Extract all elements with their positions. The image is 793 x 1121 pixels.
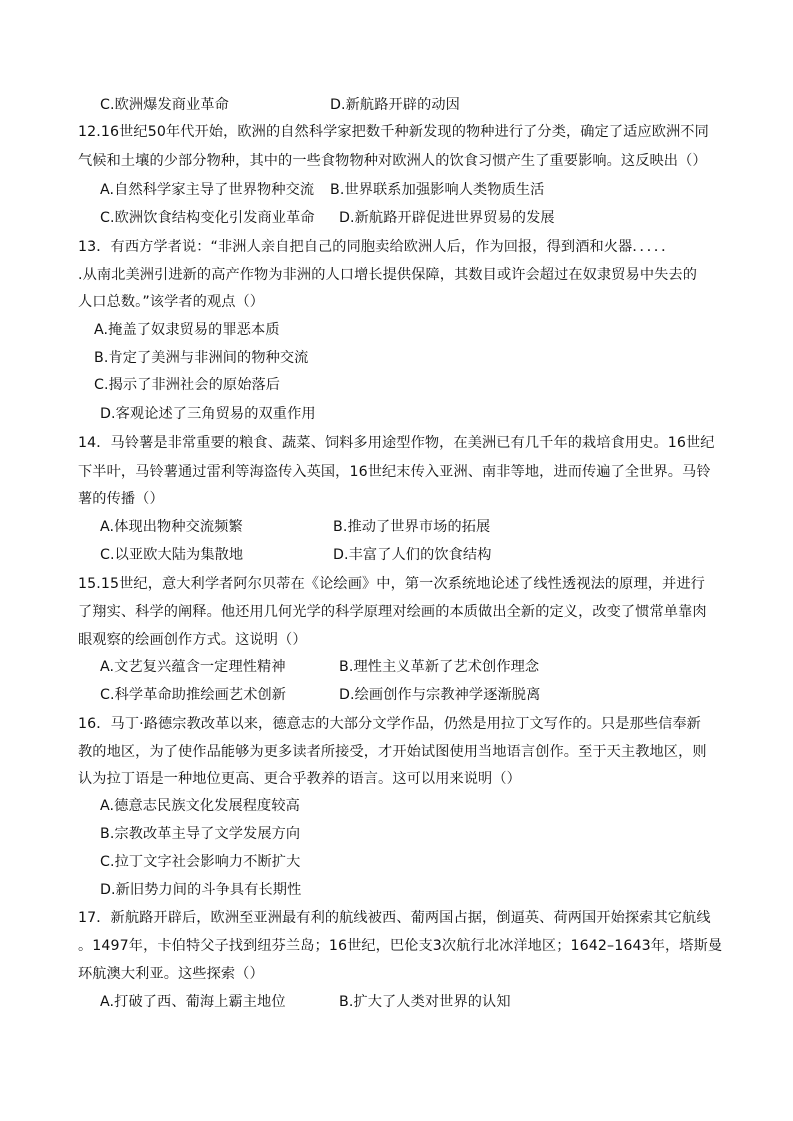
q14-stem-line3: 薯的传播（） [78, 491, 164, 507]
q17-stem-line2: 。1497年，卡伯特父子找到纽芬兰岛；16世纪，巴伦支3次航行北冰洋地区；1642–1643年，塔斯曼 [78, 938, 723, 954]
q13-option-c: C.揭示了非洲社会的原始落后 [94, 377, 281, 393]
q12-option-d: D.新航路开辟促进世界贸易的发展 [339, 210, 555, 226]
q15-option-a: A.文艺复兴蕴含一定理性精神 [100, 659, 286, 675]
q16-stem-line2: 教的地区，为了使作品能够为更多读者所接受，才开始试图使用当地语言创作。至于天主教地区，则 [78, 744, 707, 760]
q16-option-d: D.新旧势力间的斗争具有长期性 [100, 882, 302, 898]
q13-stem-line2: .从南北美洲引进新的高产作物为非洲的人口增长提供保障，其数目或许会超过在奴隶贸易中失去的 [78, 267, 697, 283]
q17-stem-line1: 17．新航路开辟后，欧洲至亚洲最有利的航线被西、葡两国占据，倒逼英、荷两国开始探索其它航线 [78, 910, 711, 926]
q14-option-d: D.丰富了人们的饮食结构 [333, 547, 492, 563]
q15-stem-line2: 了翔实、科学的阐释。他还用几何光学的科学原理对绘画的本质做出全新的定义，改变了惯常单靠肉 [78, 604, 707, 620]
q13-stem-line1: 13．有西方学者说：“非洲人亲自把自己的同胞卖给欧洲人后，作为回报，得到酒和火器．．．．． [78, 239, 676, 255]
q14-option-b: B.推动了世界市场的拓展 [333, 519, 491, 535]
q15-stem-line3: 眼观察的绘画创作方式。这说明（） [78, 632, 307, 648]
q16-option-a: A.德意志民族文化发展程度较高 [100, 798, 300, 814]
q13-option-b: B.肯定了美洲与非洲间的物种交流 [94, 350, 309, 366]
q17-option-a: A.打破了西、葡海上霸主地位 [100, 994, 286, 1010]
q16-stem-line3: 认为拉丁语是一种地位更高、更合乎教养的语言。这可以用来说明（） [78, 771, 521, 787]
q16-option-b: B.宗教改革主导了文学发展方向 [100, 826, 301, 842]
q13-option-d: D.客观论述了三角贸易的双重作用 [100, 406, 316, 422]
q16-stem-line1: 16．马丁·路德宗教改革以来，德意志的大部分文学作品，仍然是用拉丁文写作的。只是那些信奉新 [78, 716, 701, 732]
q15-option-d: D.绘画创作与宗教神学逐渐脱离 [339, 687, 541, 703]
q12-option-a: A.自然科学家主导了世界物种交流 [100, 182, 315, 198]
q11-option-d: D.新航路开辟的动因 [330, 97, 460, 113]
q14-option-c: C.以亚欧大陆为集散地 [100, 547, 244, 563]
q13-stem-line3: 人口总数。”该学者的观点（） [78, 294, 265, 310]
q16-option-c: C.拉丁文字社会影响力不断扩大 [100, 854, 301, 870]
q17-stem-line3: 环航澳大利亚。这些探索（） [78, 966, 264, 982]
q15-option-c: C.科学革命助推绘画艺术创新 [100, 687, 287, 703]
q14-stem-line1: 14．马铃薯是非常重要的粮食、蔬菜、饲料多用途型作物，在美洲已有几千年的栽培食用史。16世纪 [78, 435, 715, 451]
q17-option-b: B.扩大了人类对世界的认知 [339, 994, 511, 1010]
q12-option-b: B.世界联系加强影响人类物质生活 [330, 182, 545, 198]
q14-option-a: A.体现出物种交流频繁 [100, 519, 243, 535]
q15-stem-line1: 15.15世纪，意大利学者阿尔贝蒂在《论绘画》中，第一次系统地论述了线性透视法的原理，并进行 [78, 576, 705, 592]
q13-option-a: A.掩盖了奴隶贸易的罪恶本质 [94, 322, 280, 338]
q14-stem-line2: 下半叶，马铃薯通过雷利等海盗传入英国，16世纪末传入亚洲、南非等地，进而传遍了全世界。马铃 [78, 464, 711, 480]
q15-option-b: B.理性主义革新了艺术创作理念 [339, 659, 540, 675]
q12-stem-line1: 12.16世纪50年代开始，欧洲的自然科学家把数千种新发现的物种进行了分类，确定了适应欧洲不同 [78, 124, 709, 140]
q12-stem-line2: 气候和土壤的少部分物种，其中的一些食物物种对欧洲人的饮食习惯产生了重要影响。这反映出（） [78, 153, 707, 169]
q12-option-c: C.欧洲饮食结构变化引发商业革命 [100, 210, 315, 226]
q11-option-c: C.欧洲爆发商业革命 [100, 97, 229, 113]
